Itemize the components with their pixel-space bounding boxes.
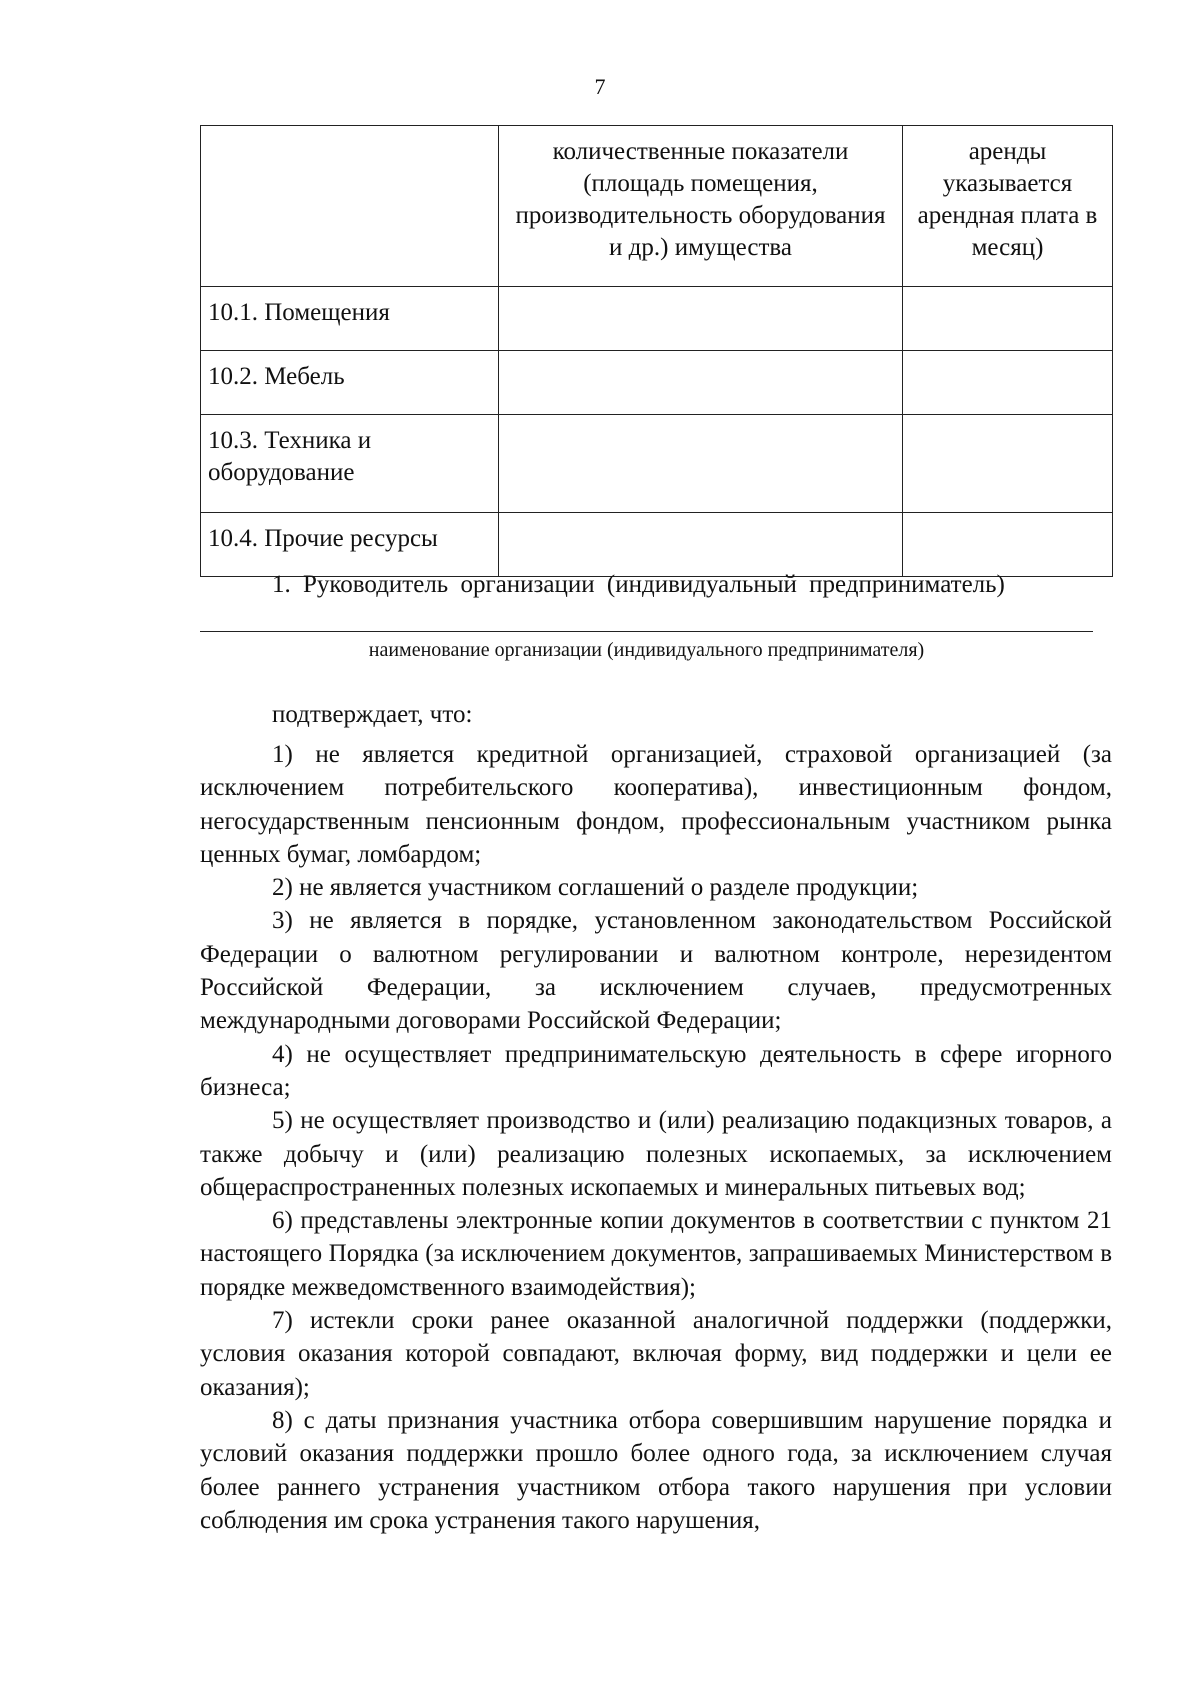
row-rent-cell: [903, 415, 1113, 513]
row-label: 10.3. Техника и оборудование: [201, 415, 499, 513]
statement-heading: 1. Руководитель организации (индивидуальный предприниматель): [272, 571, 1005, 598]
list-item: 4) не осуществляет предпринимательскую деятельность в сфере игорного бизнеса;: [200, 1040, 1112, 1101]
fill-in-line: [200, 631, 1093, 632]
list-item: 8) с даты признания участника отбора совершившим нарушение порядка и условий оказания поддержки прошло более одного года, за исключением случая более раннего устранения участником отбора такого нарушения при условии соблюдения им срока устранения такого нарушения,: [200, 1406, 1112, 1534]
header-cell-rent: аренды указывается арендная плата в месяц): [903, 126, 1113, 287]
list-item: 5) не осуществляет производство и (или) реализацию подакцизных товаров, а также добычу и (или) реализацию полезных ископаемых, за исключением общераспространенных полезных ископаемых и минеральных питьевых вод;: [200, 1107, 1112, 1201]
table-row: [201, 415, 1113, 513]
confirms-text: подтверждает, что:: [272, 701, 473, 728]
fill-in-caption: наименование организации (индивидуального предпринимателя): [368, 639, 925, 661]
page-number: 7: [594, 74, 606, 99]
row-rent-cell: [903, 513, 1113, 577]
resources-table: [200, 125, 1113, 577]
row-label: 10.4. Прочие ресурсы: [201, 513, 499, 577]
row-value-cell: [499, 415, 903, 513]
conditions-list: [200, 738, 1112, 1537]
list-item: 1) не является кредитной организацией, страховой организацией (за исключением потребительского кооператива), инвестиционным фондом, негосударственным пенсионным фондом, профессиональным участником рынка ценных бумаг, ломбардом;: [200, 741, 1112, 868]
list-item: 7) истекли сроки ранее оказанной аналогичной поддержки (поддержки, условия оказания которой совпадают, включая форму, вид поддержки и цели ее оказания);: [200, 1307, 1112, 1401]
list-item: 2) не является участником соглашений о разделе продукции;: [272, 874, 919, 902]
header-cell-empty: [201, 126, 499, 287]
table-header-row: [201, 126, 1113, 287]
row-rent-cell: [903, 287, 1113, 351]
row-label: 10.2. Мебель: [201, 351, 499, 415]
table-row: [201, 351, 1113, 415]
row-value-cell: [499, 351, 903, 415]
row-value-cell: [499, 287, 903, 351]
table-row: [201, 287, 1113, 351]
table-row: [201, 513, 1113, 577]
list-item: 6) представлены электронные копии документов в соответствии с пунктом 21 настоящего Порядка (за исключением документов, запрашиваемых Министерством в порядке межведомственного взаимодействия);: [200, 1207, 1112, 1301]
row-label: 10.1. Помещения: [201, 287, 499, 351]
header-cell-quantity: количественные показатели (площадь помещения, производительность оборудования и др.) имущества: [499, 126, 903, 287]
row-value-cell: [499, 513, 903, 577]
row-rent-cell: [903, 351, 1113, 415]
list-item: 3) не является в порядке, установленном законодательством Российской Федерации о валютном регулировании и валютном контроле, нерезидентом Российской Федерации, за исключением случаев, предусмотренных международными договорами Российской Федерации;: [200, 907, 1112, 1035]
